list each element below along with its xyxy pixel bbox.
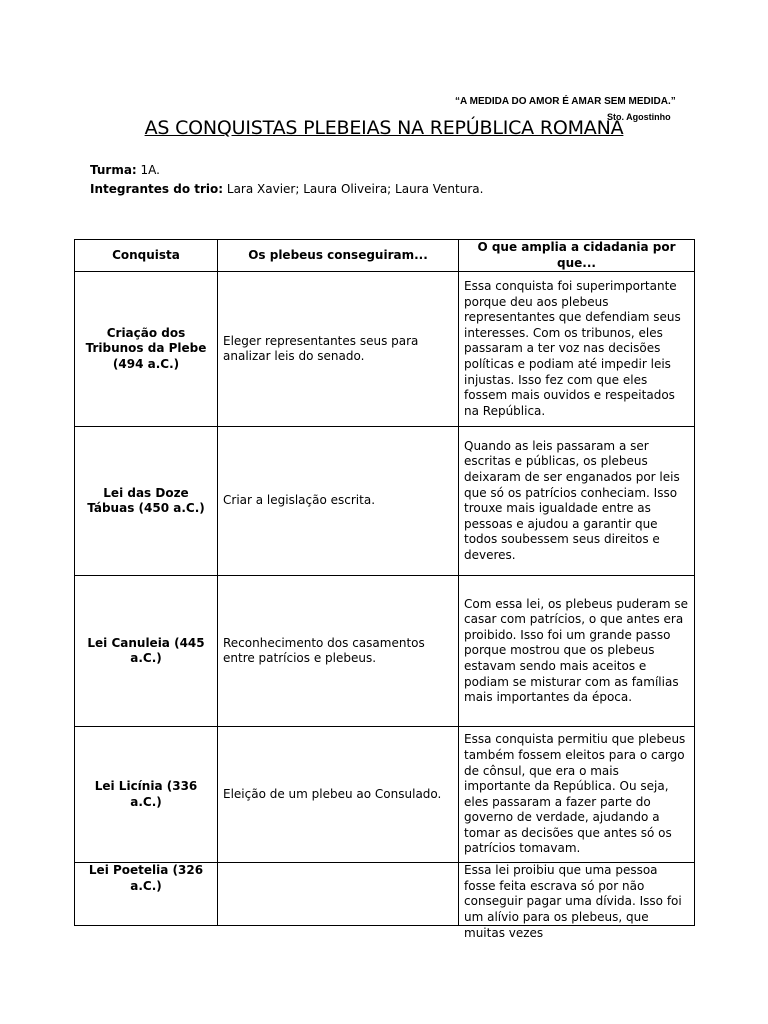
- cell-cidadania: Essa conquista foi superimportante porque deu aos plebeus representantes que defendiam seus interesses. Com os tribunos, eles passaram a ter voz nas decisões políticas e podiam até impedir leis injustas. Isso fez com que eles fossem mais ouvidos e respeitados na República.: [459, 272, 695, 427]
- integrantes-value: Lara Xavier; Laura Oliveira; Laura Ventura.: [223, 182, 484, 196]
- epigraph-author: Sto. Agostinho: [607, 112, 671, 122]
- conquistas-table: [74, 239, 695, 940]
- table-header-row: [75, 240, 695, 272]
- header-cidadania: O que amplia a cidadania por que...: [459, 240, 695, 272]
- cell-cidadania-text: Essa lei proibiu que uma pessoa fosse feita escrava só por não conseguir pagar uma dívida. Isso foi um alívio para os plebeus, que muitas vezes: [464, 863, 682, 940]
- cell-conseguiram: Eleger representantes seus para analizar leis do senado.: [218, 272, 459, 427]
- header-conquista: Conquista: [75, 240, 218, 272]
- turma-line: [90, 163, 160, 177]
- table-row: [75, 576, 695, 727]
- cell-cidadania: Essa conquista permitiu que plebeus também fossem eleitos para o cargo de cônsul, que era o mais importante da República. Ou seja, eles passaram a fazer parte do governo de verdade, ajudando a tomar as decisões que antes só os patrícios tomavam.: [459, 727, 695, 863]
- page-title: AS CONQUISTAS PLEBEIAS NA REPÚBLICA ROMANA: [144, 117, 624, 139]
- cell-conquista: Lei Canuleia (445 a.C.): [75, 576, 218, 727]
- turma-value: 1A.: [136, 163, 160, 177]
- integrantes-line: [90, 182, 483, 196]
- table-row: [75, 727, 695, 863]
- cell-conseguiram: Criar a legislação escrita.: [218, 427, 459, 576]
- cell-conseguiram: Reconhecimento dos casamentos entre patrícios e plebeus.: [218, 576, 459, 727]
- table-row: [75, 427, 695, 576]
- integrantes-label: Integrantes do trio:: [90, 182, 224, 196]
- turma-label: Turma:: [90, 163, 137, 177]
- cell-cidadania: Com essa lei, os plebeus puderam se casar com patrícios, o que antes era proibido. Isso foi um grande passo porque mostrou que os plebeus estavam sendo mais aceitos e podiam se misturar com as famílias mais importantes da época.: [459, 576, 695, 727]
- cell-conquista: Lei Licínia (336 a.C.): [75, 727, 218, 863]
- table-row: [75, 863, 695, 926]
- table-row: [75, 272, 695, 427]
- cell-cidadania: [459, 863, 695, 940]
- cell-conseguiram: [218, 863, 459, 926]
- cell-conquista: Criação dos Tribunos da Plebe (494 a.C.): [75, 272, 218, 427]
- header-conseguiram: Os plebeus conseguiram...: [218, 240, 459, 272]
- cell-conquista: Lei Poetelia (326 a.C.): [75, 863, 218, 926]
- cell-cidadania: Quando as leis passaram a ser escritas e públicas, os plebeus deixaram de ser enganados por leis que só os patrícios conheciam. Isso trouxe mais igualdade entre as pessoas e ajudou a garantir que todos soubessem seus direitos e deveres.: [459, 427, 695, 576]
- epigraph-quote: “A MEDIDA DO AMOR É AMAR SEM MEDIDA.”: [455, 96, 676, 107]
- cell-conquista: Lei das Doze Tábuas (450 a.C.): [75, 427, 218, 576]
- cell-conseguiram: Eleição de um plebeu ao Consulado.: [218, 727, 459, 863]
